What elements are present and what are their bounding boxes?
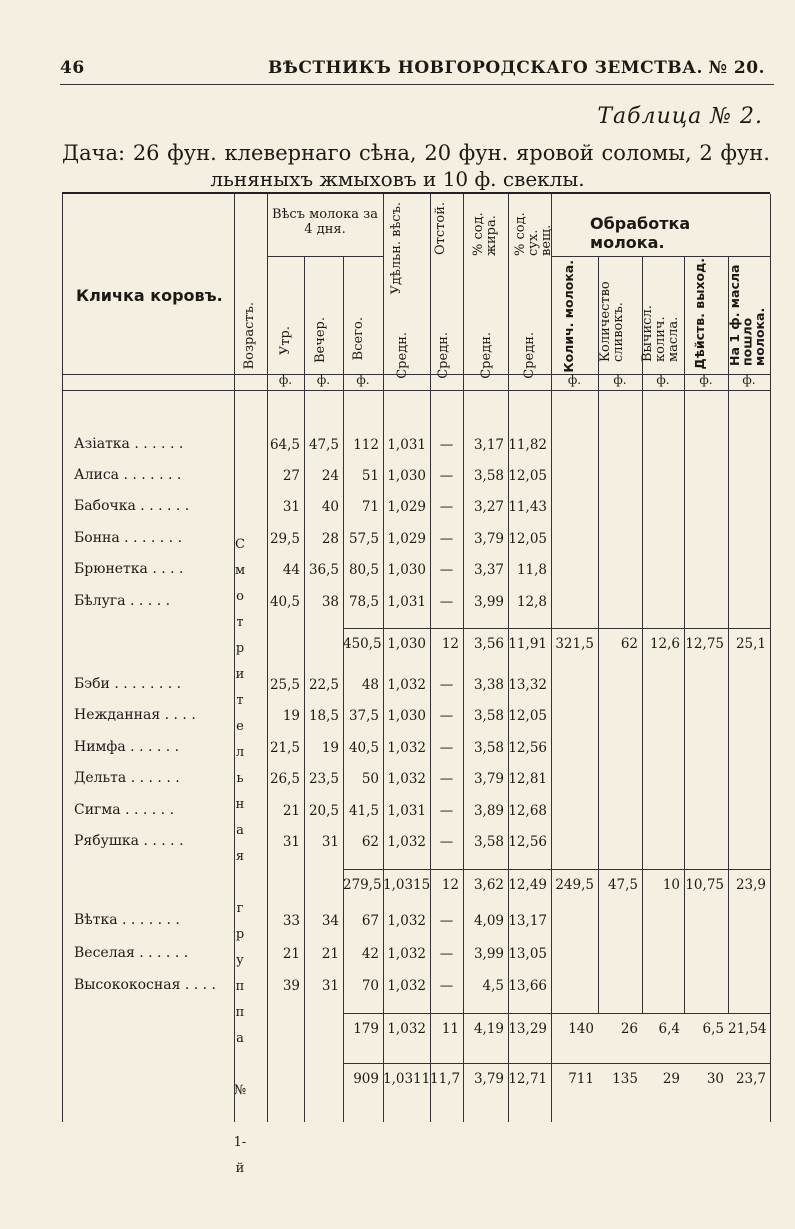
total-milk: 41,5 [348, 803, 379, 819]
dry-matter-value: 12,8 [516, 594, 547, 610]
cow-name: Дельта . . . . . . [74, 770, 180, 786]
density-value: 1,030 [387, 468, 426, 484]
subtotal-fat: 3,79 [473, 1071, 504, 1087]
fat-value: 3,99 [473, 946, 504, 962]
subtotal-cream-qty: 26 [620, 1021, 638, 1037]
fat-value: 3,99 [473, 594, 504, 610]
density-value: 1,032 [387, 834, 426, 850]
total-milk: 40,5 [348, 740, 379, 756]
subtotal-fat: 4,19 [473, 1021, 504, 1037]
dry-matter-value: 13,17 [508, 913, 547, 929]
series-letter: р [235, 927, 245, 942]
series-letter: р [235, 641, 245, 656]
sediment-value: — [439, 437, 454, 453]
evening-milk: 31 [321, 978, 339, 994]
density-value: 1,032 [387, 946, 426, 962]
table-left-border [62, 194, 63, 1122]
unit-label: ф. [613, 373, 627, 387]
total-milk: 37,5 [348, 708, 379, 724]
subtotal-calc-butter: 10 [662, 877, 680, 893]
subtotal-sediment: 12 [441, 636, 459, 652]
unit-label: ф. [278, 373, 293, 387]
cow-name: Сигма . . . . . . [74, 802, 175, 818]
series-letter: я [235, 849, 245, 864]
dry-matter-value: 12,05 [508, 708, 547, 724]
caption-word: клевернаго [224, 141, 352, 165]
evening-milk: 40 [321, 499, 339, 515]
subtotal-milk-per-lb: 25,1 [735, 636, 766, 652]
series-letter [233, 870, 247, 896]
density-column-header: Удѣльн. вѣсъ. [389, 202, 404, 295]
density-value: 1,032 [387, 771, 426, 787]
unit-label: ф. [699, 373, 713, 387]
density-avg-header: Средн. [395, 332, 410, 379]
subtotal-total: 909 [353, 1071, 379, 1087]
density-value: 1,030 [387, 708, 426, 724]
subtotal-milk-per-lb: 23,9 [735, 877, 766, 893]
series-letter: л [235, 745, 245, 760]
evening-milk: 18,5 [308, 708, 339, 724]
subtotal-calc-butter: 29 [662, 1071, 680, 1087]
cow-name: Нежданная . . . . [74, 707, 196, 723]
morning-column-header: Утр. [278, 326, 293, 356]
morning-milk: 25,5 [269, 677, 300, 693]
morning-milk: 29,5 [269, 531, 300, 547]
header-rule [60, 84, 774, 85]
density-value: 1,029 [387, 531, 426, 547]
morning-milk: 31 [282, 834, 300, 850]
series-letter: № [233, 1083, 247, 1098]
series-letter [233, 1104, 247, 1130]
subtotal-milk-per-lb: 21,54 [728, 1021, 767, 1037]
calc-butter-column-header: Вычисл. колич. масла. [640, 305, 681, 362]
subtotal-dry-matter: 11,91 [508, 636, 547, 652]
caption-word: фун. [167, 141, 217, 165]
series-letter: о [236, 589, 244, 604]
caption-line-1 [62, 141, 770, 165]
cow-name: Бэби . . . . . . . . [74, 676, 182, 692]
cow-name: Бѣлуга . . . . . [74, 593, 171, 609]
evening-milk: 34 [321, 913, 339, 929]
density-value: 1,031 [387, 803, 426, 819]
sediment-column-header: Отстой. [433, 202, 448, 255]
data-table [62, 192, 770, 1176]
evening-column-header: Вечер. [313, 317, 328, 363]
cow-name: Нимфа . . . . . . [74, 739, 180, 755]
sediment-value: — [439, 803, 454, 819]
dry-matter-value: 12,56 [508, 834, 547, 850]
sediment-value: — [439, 834, 454, 850]
morning-milk: 21 [282, 803, 300, 819]
total-milk: 51 [361, 468, 379, 484]
series-letter: а [236, 1031, 244, 1046]
cow-name: Высококосная . . . . [74, 977, 217, 993]
sediment-value: — [439, 677, 454, 693]
evening-milk: 22,5 [308, 677, 339, 693]
dry-matter-value: 12,05 [508, 531, 547, 547]
journal-title: ВѢСТНИКЪ НОВГОРОДСКАГО ЗЕМСТВА. [268, 58, 703, 78]
series-letter: е [236, 719, 244, 734]
cow-name: Вѣтка . . . . . . . [74, 912, 180, 928]
subtotal-sediment: 11 [441, 1021, 459, 1037]
caption-word: 26 [132, 141, 160, 165]
sediment-value: — [439, 913, 454, 929]
subtotal-density: 1,0315 [383, 877, 431, 893]
cow-name: Рябушка . . . . . [74, 833, 184, 849]
fat-value: 3,58 [473, 834, 504, 850]
morning-milk: 44 [282, 562, 300, 578]
caption-word: 20 [424, 141, 452, 165]
total-milk: 62 [361, 834, 379, 850]
subtotal-rule [343, 628, 770, 629]
morning-milk: 31 [282, 499, 300, 515]
evening-milk: 47,5 [308, 437, 339, 453]
density-value: 1,032 [387, 913, 426, 929]
caption-word: соломы, [601, 141, 692, 165]
total-milk: 42 [361, 946, 379, 962]
evening-milk: 38 [321, 594, 339, 610]
page-number: 46 [60, 58, 85, 78]
density-value: 1,032 [387, 978, 426, 994]
subtotal-actual-yield: 6,5 [702, 1021, 724, 1037]
total-milk: 57,5 [348, 531, 379, 547]
fat-value: 4,09 [473, 913, 504, 929]
subtotal-sediment: 11,7 [430, 1071, 461, 1087]
unit-label: ф. [656, 373, 670, 387]
morning-milk: 21 [282, 946, 300, 962]
caption-word: яровой [516, 141, 594, 165]
milk-group-rule [267, 256, 383, 257]
series-letter: ь [236, 771, 244, 786]
morning-milk: 19 [282, 708, 300, 724]
subtotal-density: 1,032 [387, 1021, 426, 1037]
subtotal-milk-qty: 249,5 [555, 877, 594, 893]
cow-name: Веселая . . . . . . [74, 945, 189, 961]
fat-avg-header: Средн. [479, 332, 494, 379]
fat-value: 3,58 [473, 708, 504, 724]
total-milk: 67 [361, 913, 379, 929]
total-milk: 71 [361, 499, 379, 515]
total-milk: 70 [361, 978, 379, 994]
table-right-border [770, 194, 771, 1122]
sediment-value: — [439, 978, 454, 994]
evening-milk: 36,5 [308, 562, 339, 578]
total-milk: 48 [361, 677, 379, 693]
subtotal-density: 1,030 [387, 636, 426, 652]
morning-milk: 27 [282, 468, 300, 484]
subtotal-density: 1,0311 [383, 1071, 431, 1087]
dry-matter-value: 12,05 [508, 468, 547, 484]
subtotal-milk-per-lb: 23,7 [735, 1071, 766, 1087]
evening-milk: 20,5 [308, 803, 339, 819]
morning-milk: 40,5 [269, 594, 300, 610]
units-bottom-rule [62, 390, 770, 391]
subtotal-dry-matter: 12,49 [508, 877, 547, 893]
density-value: 1,029 [387, 499, 426, 515]
age-column-header: Возрастъ. [242, 302, 257, 370]
caption-word: сѣна, [358, 141, 417, 165]
fat-value: 3,58 [473, 740, 504, 756]
morning-milk: 39 [282, 978, 300, 994]
series-letter: у [236, 953, 244, 968]
morning-milk: 33 [282, 913, 300, 929]
evening-milk: 31 [321, 834, 339, 850]
evening-milk: 28 [321, 531, 339, 547]
sediment-value: — [439, 468, 454, 484]
dry-matter-value: 13,05 [508, 946, 547, 962]
series-letter: н [235, 797, 245, 812]
total-milk: 112 [353, 437, 379, 453]
subtotal-total: 450,5 [343, 636, 382, 652]
series-letter: т [236, 615, 244, 630]
series-letter: а [236, 823, 244, 838]
evening-milk: 23,5 [308, 771, 339, 787]
subtotal-sediment: 12 [441, 877, 459, 893]
subtotal-fat: 3,62 [473, 877, 504, 893]
sediment-value: — [439, 771, 454, 787]
subtotal-actual-yield: 30 [706, 1071, 724, 1087]
evening-milk: 24 [321, 468, 339, 484]
dry-matter-value: 12,56 [508, 740, 547, 756]
subtotal-rule [343, 1013, 770, 1014]
total-column-header: Всего. [351, 317, 366, 361]
column-rule [551, 194, 552, 1122]
subtotal-cream-qty: 62 [620, 636, 638, 652]
column-rule [598, 256, 599, 1014]
column-rule [684, 256, 685, 1014]
density-value: 1,031 [387, 594, 426, 610]
sediment-value: — [439, 708, 454, 724]
dry-matter-value: 12,81 [508, 771, 547, 787]
name-column-header: Кличка коровъ. [76, 286, 223, 305]
subtotal-actual-yield: 10,75 [685, 877, 724, 893]
fat-value: 4,5 [482, 978, 504, 994]
cow-name: Алиса . . . . . . . [74, 467, 182, 483]
subtotal-dry-matter: 13,29 [508, 1021, 547, 1037]
dry-matter-value: 13,32 [508, 677, 547, 693]
cow-name: Брюнетка . . . . [74, 561, 184, 577]
subtotal-fat: 3,56 [473, 636, 504, 652]
column-rule [728, 256, 729, 1014]
sediment-avg-header: Средн. [436, 332, 451, 379]
cow-name: Бабочка . . . . . . [74, 498, 190, 514]
fat-value: 3,27 [473, 499, 504, 515]
subtotal-calc-butter: 6,4 [658, 1021, 680, 1037]
density-value: 1,032 [387, 740, 426, 756]
subtotal-milk-qty: 321,5 [555, 636, 594, 652]
series-letter: п [235, 1005, 245, 1020]
subtotal-cream-qty: 47,5 [607, 877, 638, 893]
subtotal-total: 279,5 [343, 877, 382, 893]
unit-label: ф. [356, 373, 370, 387]
dry-matter-value: 11,8 [516, 562, 547, 578]
table-title: Таблица № 2. [597, 104, 763, 129]
fat-column-header: % сод. жира. [471, 212, 499, 256]
issue-number: № 20. [708, 58, 765, 78]
dry-avg-header: Средн. [522, 332, 537, 379]
sediment-value: — [439, 499, 454, 515]
evening-milk: 21 [321, 946, 339, 962]
caption-word: фун. [458, 141, 509, 165]
dry-matter-value: 12,68 [508, 803, 547, 819]
sediment-value: — [439, 946, 454, 962]
unit-label: ф. [742, 373, 756, 387]
caption-word: 2 [699, 141, 713, 165]
fat-value: 3,79 [473, 771, 504, 787]
subtotal-actual-yield: 12,75 [685, 636, 724, 652]
series-letter: 1-й [233, 1135, 247, 1176]
fat-value: 3,38 [473, 677, 504, 693]
fat-value: 3,58 [473, 468, 504, 484]
morning-milk: 21,5 [269, 740, 300, 756]
subtotal-rule [343, 869, 770, 870]
caption-line-2: льняныхъ жмыховъ и 10 ф. свеклы. [210, 167, 585, 191]
series-letter: и [235, 667, 245, 682]
density-value: 1,031 [387, 437, 426, 453]
sediment-value: — [439, 531, 454, 547]
caption-word: фун. [720, 141, 770, 165]
fat-value: 3,37 [473, 562, 504, 578]
dry-matter-value: 11,82 [508, 437, 547, 453]
evening-milk: 19 [321, 740, 339, 756]
fat-value: 3,17 [473, 437, 504, 453]
series-letter: г [236, 901, 244, 916]
subtotal-total: 179 [353, 1021, 379, 1037]
cow-name: Бонна . . . . . . . [74, 530, 183, 546]
actual-yield-column-header: Дѣйств. выход. [692, 258, 707, 370]
dry-matter-value: 11,43 [508, 499, 547, 515]
morning-milk: 64,5 [269, 437, 300, 453]
sediment-value: — [439, 594, 454, 610]
caption-word: Дача: [62, 141, 126, 165]
morning-milk: 26,5 [269, 771, 300, 787]
density-value: 1,030 [387, 562, 426, 578]
dry-matter-value: 13,66 [508, 978, 547, 994]
series-letter: т [236, 693, 244, 708]
fat-value: 3,89 [473, 803, 504, 819]
sediment-value: — [439, 740, 454, 756]
unit-label: ф. [316, 373, 331, 387]
milk-qty-column-header: Колич. молока. [561, 260, 576, 373]
series-letter: м [234, 563, 246, 578]
subtotal-calc-butter: 12,6 [649, 636, 680, 652]
per-lb-column-header: На 1 ф. масла пошло молока. [727, 264, 767, 366]
fat-value: 3,79 [473, 531, 504, 547]
series-letter: С [235, 537, 245, 552]
unit-label: ф. [567, 373, 582, 387]
total-milk: 78,5 [348, 594, 379, 610]
series-letter: п [235, 979, 245, 994]
dry-matter-column-header: % сод. сух. вещ. [513, 212, 554, 256]
processing-group-header: Обработка молока. [590, 214, 691, 252]
column-rule [642, 256, 643, 1014]
subtotal-rule [343, 1063, 770, 1064]
density-value: 1,032 [387, 677, 426, 693]
subtotal-cream-qty: 135 [612, 1071, 638, 1087]
total-milk: 50 [361, 771, 379, 787]
subtotal-milk-qty: 140 [568, 1021, 594, 1037]
cow-name: Азіатка . . . . . . [74, 436, 184, 452]
series-letter [233, 1052, 247, 1078]
milk-weight-group-header: Вѣсъ молока за 4 дня. [272, 207, 378, 237]
series-label [233, 532, 247, 1176]
total-milk: 80,5 [348, 562, 379, 578]
subtotal-milk-qty: 711 [568, 1071, 594, 1087]
sediment-value: — [439, 562, 454, 578]
cream-qty-column-header: Количество сливокъ. [598, 281, 626, 362]
subtotal-dry-matter: 12,71 [508, 1071, 547, 1087]
